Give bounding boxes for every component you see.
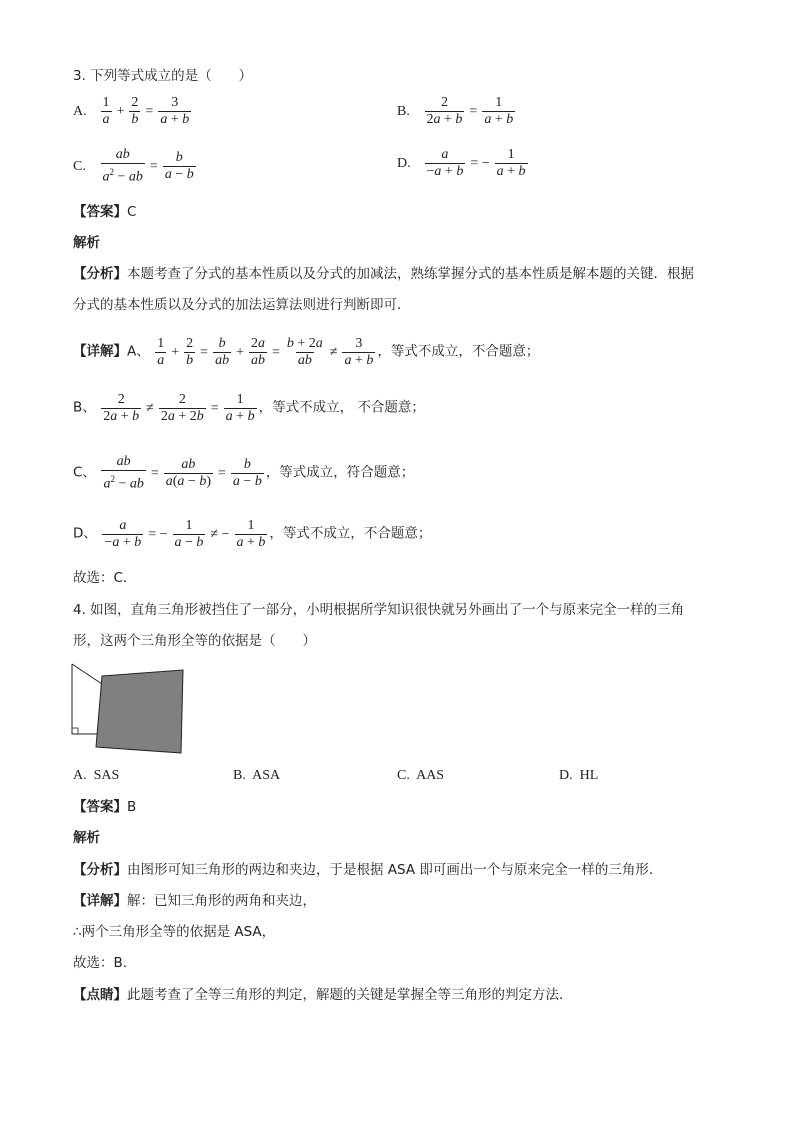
q4-fenxi: 【分析】由图形可知三角形的两边和夹边，于是根据 ASA 即可画出一个与原来完全一样的三角形． [73,862,663,878]
q4-detail: 【详解】解：已知三角形的两角和夹边， [73,893,316,909]
q3-answer: 【答案】C [73,204,137,220]
q4-answer: 【答案】B [73,799,137,815]
cover-shape [96,670,183,753]
triangle-visible-edges [72,664,100,734]
q4-conclusion: 故选：B． [73,955,137,971]
q4-stem-line1: 4. 如图，直角三角形被挡住了一部分，小明根据所学知识很快就另外画出了一个与原来完全一样的三角 [73,602,685,618]
q3-detail-b: B、 $\frac{2}{2a + b}$ ≠ $\frac{2}{2a + 2b}$ = $\frac{1}{a + b}$ ，等式不成立， 不合题意； [73,392,425,424]
q4-option-a: A. SAS [73,768,120,783]
q3-option-b: B. $\frac{2}{2a + b}$ = $\frac{1}{a + b}$ [397,95,514,127]
q3-fenxi-line1: 【分析】本题考查了分式的基本性质以及分式的加减法，熟练掌握分式的基本性质是解本题的关键．根据 [73,266,694,282]
q3-option-b-label: B. [397,103,410,119]
q3-detail-d: D、 $\frac{a}{-a + b}$ = − $\frac{1}{a - b}$ ≠ − $\frac{1}{a + b}$ ，等式不成立，不合题意； [73,518,432,550]
q3-conclusion: 故选：C． [73,570,137,586]
q4-option-b: B. ASA [233,768,281,783]
q3-detail-c: C、 $\frac{ab}{a^2 - ab}$ = $\frac{ab}{a(a - b)}$ = $\frac{b}{a - b}$ ，等式成立，符合题意； [73,454,415,492]
q3-fenxi-line2: 分式的基本性质以及分式的加法运算法则进行判断即可． [73,297,411,313]
right-angle-marker [72,728,78,734]
q4-triangle-figure [70,662,190,758]
q3-detail-a: 【详解】A、 $\frac{1}{a}$ + $\frac{2}{b}$ = $\frac{b}{ab}$ + $\frac{2a}{ab}$ = $\frac{b + 2a}{ab}$ ≠ $\frac{3}{a + b}$ ，等式不成立，不合题意； [73,336,540,368]
q4-therefore: ∴两个三角形全等的依据是 ASA， [73,924,276,940]
q4-analysis-heading: 解析 [73,830,100,846]
q4-option-d: D. HL [559,768,599,783]
q4-dianjing: 【点睛】此题考查了全等三角形的判定，解题的关键是掌握全等三角形的判定方法． [73,987,573,1003]
triangle-hypotenuse-edge [72,664,105,686]
q3-option-d-label: D. [397,155,411,171]
q3-option-a: A. $\frac{1}{a}$ + $\frac{2}{b}$ = $\frac{3}{a + b}$ [73,95,190,127]
q4-stem-line2: 形，这两个三角形全等的依据是（ ） [73,633,316,649]
q3-option-c: C. $\frac{ab}{a^2 - ab}$ = $\frac{b}{a - b}$ [73,147,194,185]
q3-analysis-heading: 解析 [73,235,100,251]
q3-stem: 3. 下列等式成立的是（ ） [73,68,253,84]
q3-option-d: D. $\frac{a}{-a + b}$ = − $\frac{1}{a + b}$ [397,147,526,179]
q4-option-c: C. AAS [397,768,445,783]
q3-option-a-label: A. [73,103,87,119]
q3-option-c-label: C. [73,158,86,174]
